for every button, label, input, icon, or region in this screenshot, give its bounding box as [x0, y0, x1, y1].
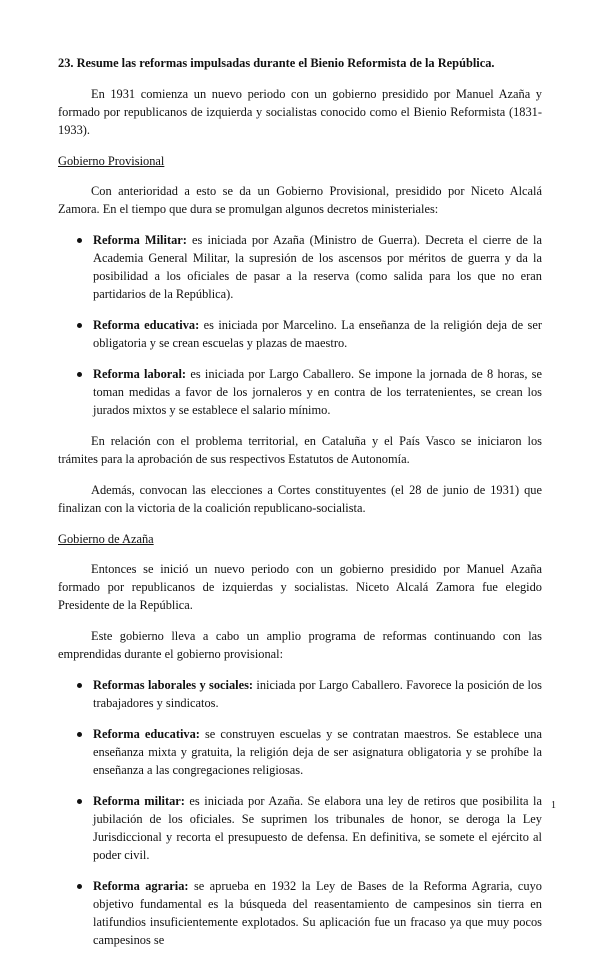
- intro-paragraph: En 1931 comienza un nuevo periodo con un gobierno presidido por Manuel Azaña y formado por republicanos de izquierda y socialistas conocido como el Bienio Reformista (1831-1933).: [58, 87, 542, 137]
- page-title: 23. Resume las reformas impulsadas durante el Bienio Reformista de la República.: [58, 56, 495, 70]
- bullet-icon: [77, 683, 82, 688]
- bullet-text: es iniciada por Azaña (Ministro de Guerra). Decreta el cierre de la Academia General Militar, la supresión de los ascensos por méritos de guerra y da la posibilidad a los oficiales de pasar a la reserva (como salida para los que no eran partidarios de la República).: [93, 233, 542, 301]
- bullet-text: es iniciada por Largo Caballero. Se impone la jornada de 8 horas, se toman medidas a favor de los jornaleros y en contra de los terratenientes, se crean los jurados mixtos y se establece el salario mínimo.: [93, 367, 543, 417]
- list-item: [58, 365, 542, 419]
- section1-paragraph: Con anterioridad a esto se da un Gobierno Provisional, presidido por Niceto Alcalá Zamora. En el tiempo que dura se promulgan algunos decretos ministeriales:: [58, 184, 542, 216]
- page-number: 1: [551, 800, 556, 811]
- bullet-icon: [77, 372, 82, 377]
- list-item: [58, 792, 542, 864]
- document-body: [58, 54, 542, 962]
- bullet-icon: [77, 884, 82, 889]
- list-item: [58, 877, 542, 949]
- bullet-text: es iniciada por Azaña. Se elabora una ley de retiros que posibilita la jubilación de los oficiales. Se suprimen los tribunales de honor, se deroga la Ley Jurisdiccional y recorta el presupuesto de defensa. En definitiva, se somete el ejército al poder civil.: [93, 794, 542, 862]
- bullet-text: se construyen escuelas y se contratan maestros. Se establece una enseñanza mixta y gratuita, la religión deja de ser asignatura obligatoria y se prohíbe la enseñanza a las congregaciones religiosas.: [93, 727, 542, 777]
- bullet-text: se aprueba en 1932 la Ley de Bases de la Reforma Agraria, cuyo objetivo fundamental es la búsqueda del reasentamiento de campesinos sin tierra en latifundios insuficientemente explotados. Su aplicación fue un fracaso ya que muy pocos campesinos se: [93, 879, 542, 947]
- list-item: [58, 725, 542, 779]
- bullet-label: Reforma militar:: [93, 794, 185, 808]
- bullet-label: Reformas laborales y sociales:: [93, 678, 254, 692]
- territorial-paragraph: En relación con el problema territorial, en Cataluña y el País Vasco se iniciaron los trámites para la aprobación de sus respectivos Estatutos de Autonomía.: [58, 434, 542, 466]
- bullet-label: Reforma educativa:: [93, 318, 200, 332]
- section2-paragraph-2: Este gobierno lleva a cabo un amplio programa de reformas continuando con las emprendidas durante el gobierno provisional:: [58, 629, 542, 661]
- section-heading-gobierno-azana: Gobierno de Azaña: [58, 532, 154, 546]
- list-item: [58, 676, 542, 712]
- section2-bullet-list: [58, 676, 542, 949]
- list-item: [58, 231, 542, 303]
- section1-bullet-list: [58, 231, 542, 419]
- bullet-text: iniciada por Largo Caballero. Favorece la posición de los trabajadores y sindicatos.: [93, 678, 542, 710]
- bullet-icon: [77, 799, 82, 804]
- bullet-label: Reforma agraria:: [93, 879, 189, 893]
- section-heading-gobierno-provisional: Gobierno Provisional: [58, 154, 165, 168]
- elections-paragraph: Además, convocan las elecciones a Cortes constituyentes (el 28 de junio de 1931) que finalizan con la victoria de la coalición republicano-socialista.: [58, 483, 542, 515]
- bullet-label: Reforma laboral:: [93, 367, 187, 381]
- section2-paragraph-1: Entonces se inició un nuevo periodo con un gobierno presidido por Manuel Azaña formado por republicanos de izquierdas y socialistas. Niceto Alcalá Zamora fue elegido Presidente de la República.: [58, 562, 542, 612]
- list-item: [58, 316, 542, 352]
- bullet-icon: [77, 732, 82, 737]
- bullet-label: Reforma educativa:: [93, 727, 200, 741]
- bullet-icon: [77, 238, 82, 243]
- bullet-label: Reforma Militar:: [93, 233, 187, 247]
- bullet-icon: [77, 323, 82, 328]
- bullet-text: es iniciada por Marcelino. La enseñanza de la religión deja de ser obligatoria y se crean escuelas y plazas de maestro.: [93, 318, 542, 350]
